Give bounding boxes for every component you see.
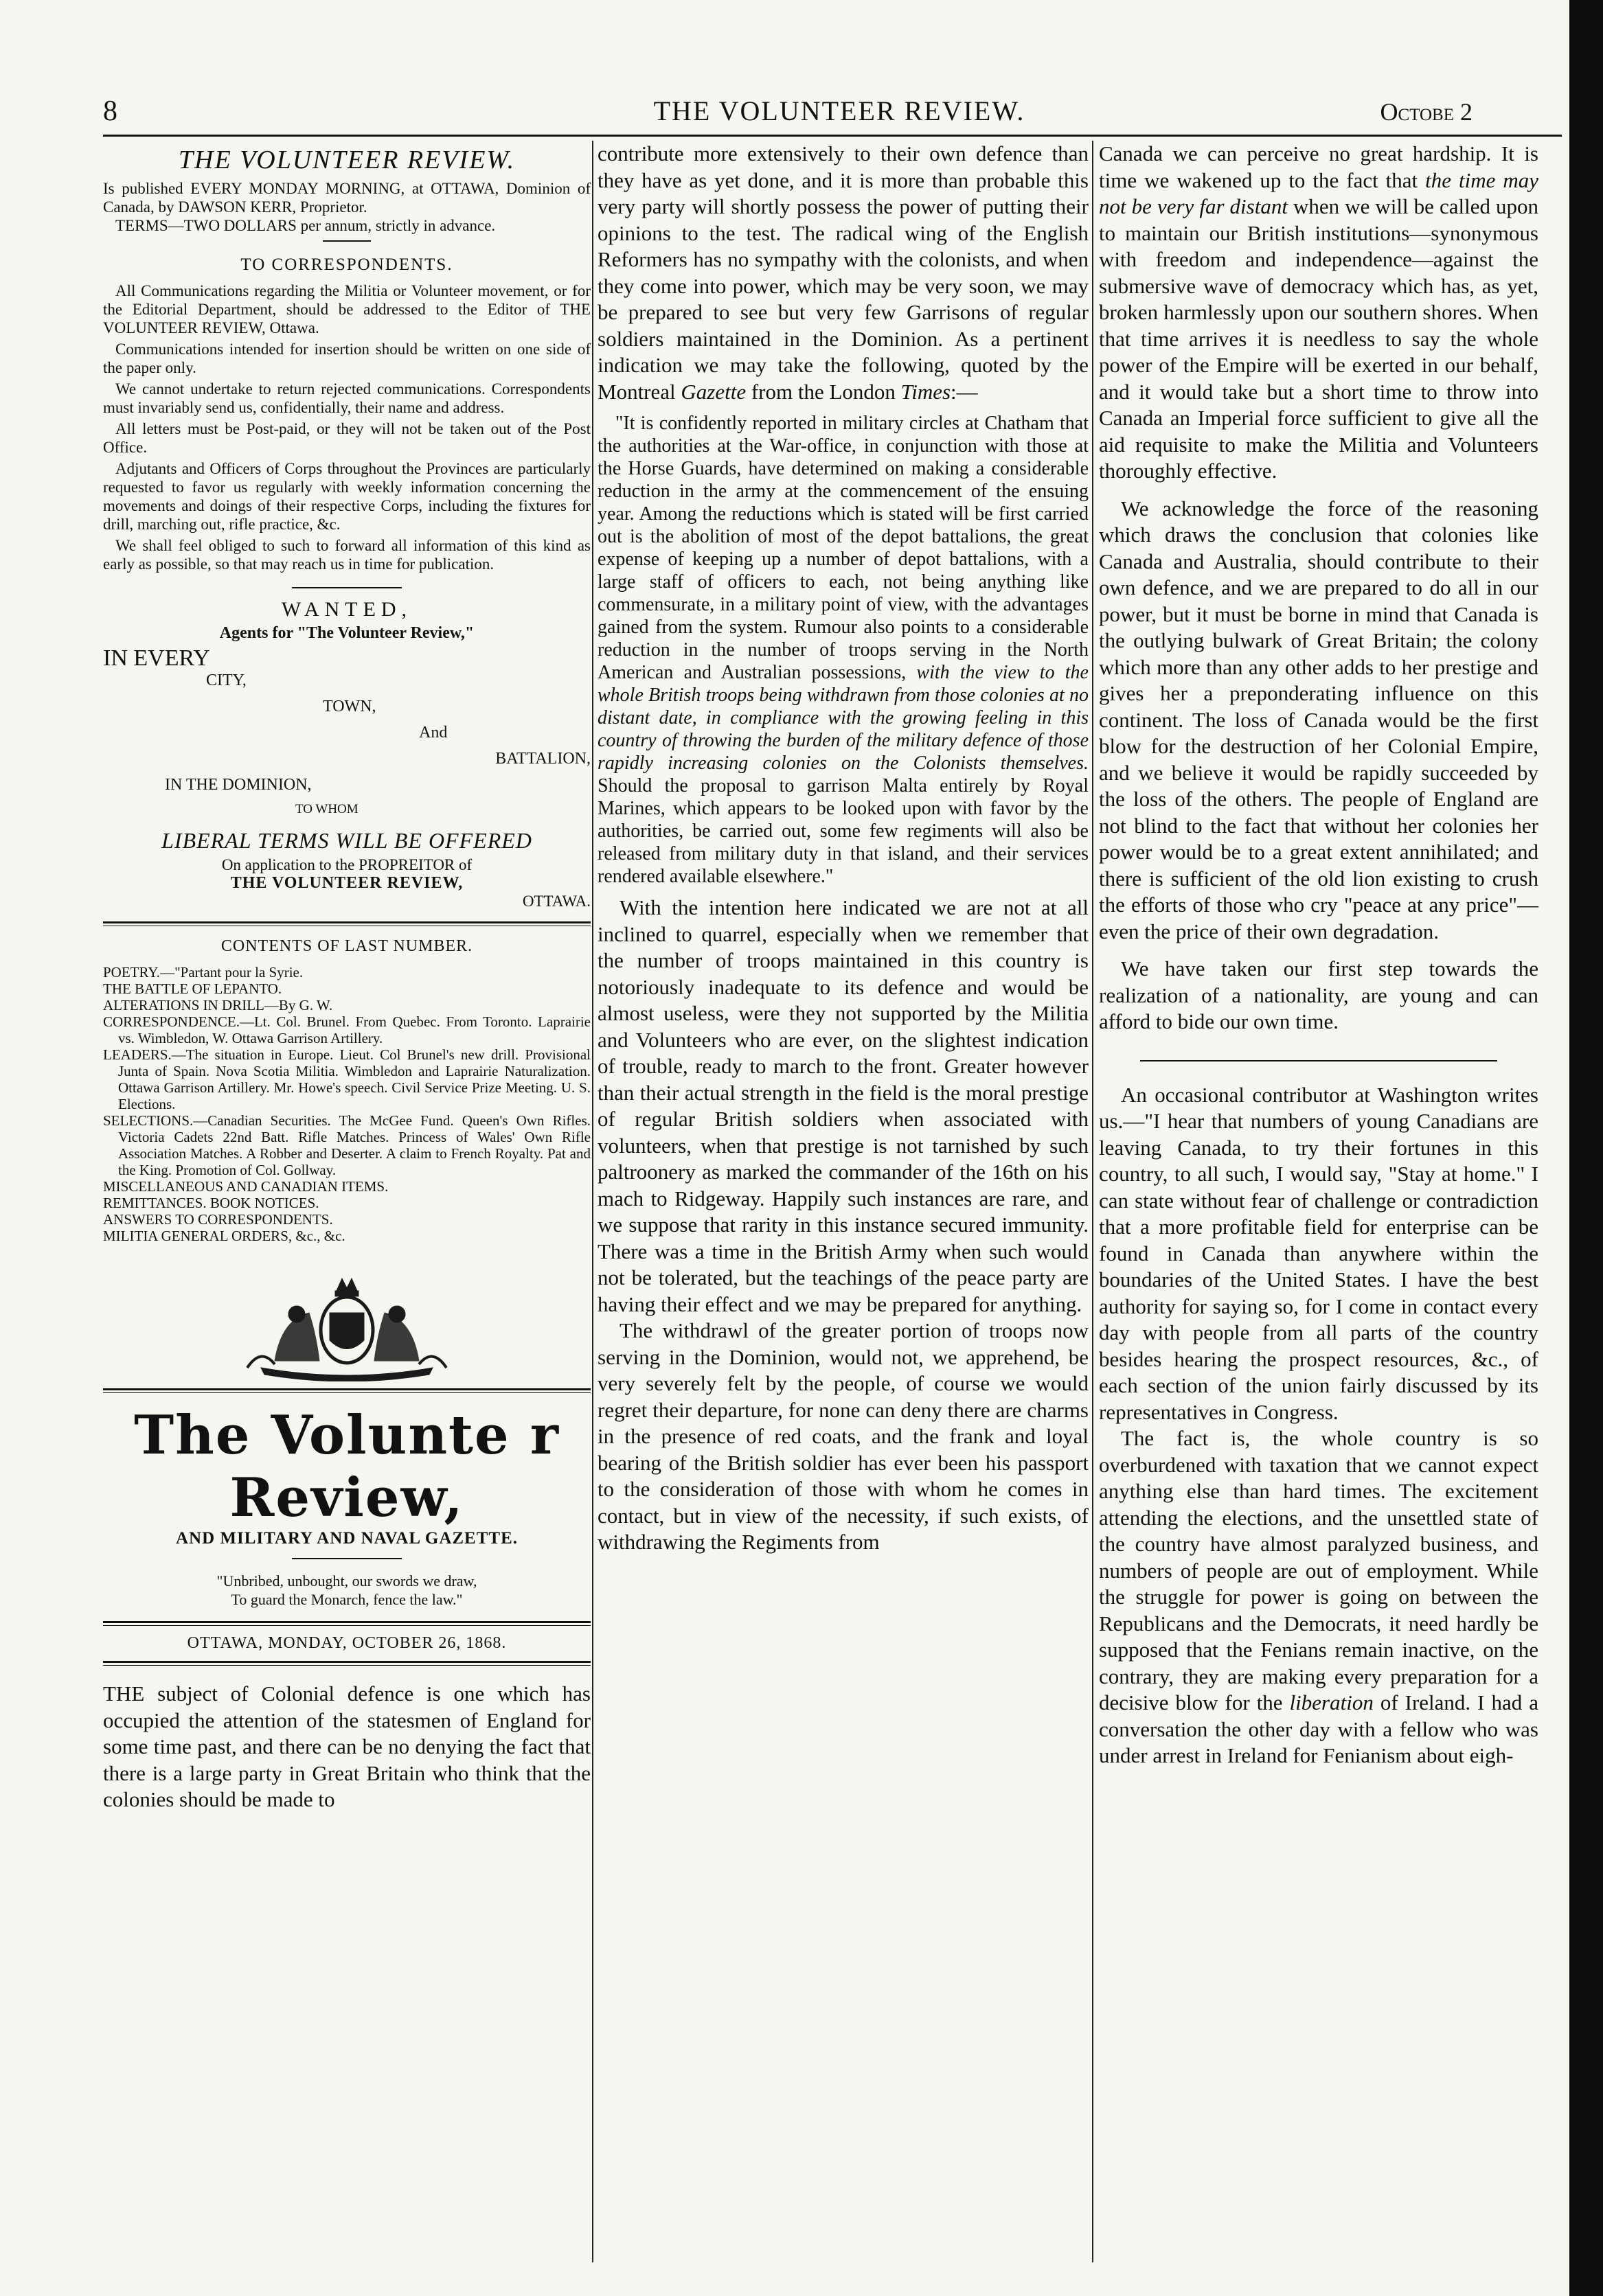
page-number: 8 — [103, 95, 117, 127]
wanted-line — [103, 776, 591, 802]
wanted-line — [103, 750, 591, 776]
column-3 — [1099, 141, 1538, 1769]
contents-list — [103, 964, 591, 1244]
column-divider-1 — [592, 141, 593, 2262]
wanted-line — [103, 724, 591, 750]
issue-dateline: OTTAWA, MONDAY, OCTOBER 26, 1868. — [187, 1634, 507, 1652]
contents-heading: CONTENTS OF LAST NUMBER. — [220, 937, 473, 955]
motto-line: To guard the Monarch, fence the law." — [231, 1591, 463, 1608]
page-header — [103, 95, 1576, 136]
wanted-line — [103, 698, 591, 724]
contents-item: MISCELLANEOUS AND CANADIAN ITEMS. — [103, 1178, 389, 1195]
wanted-line — [103, 802, 591, 824]
contents-item: POETRY.—"Partant pour la Syrie. — [103, 964, 304, 980]
gazette-subtitle: AND MILITARY AND NAVAL GAZETTE. — [175, 1529, 519, 1548]
city: CITY, — [206, 671, 247, 689]
editorial-paragraph: The withdrawl of the greater portion of troops now serving in the Dominion, would not, we apprehend, be very severely felt by the people, of course we would regret their departure, for none can deny there are charms in the presence of red coats, and the frank and loyal bearing of the British soldier has ever been his passport to the consideration of those with whom he comes in contact, but in view of the necessity, if such exists, of withdrawing the Regiments from — [598, 1318, 1089, 1554]
to-whom: TO WHOM — [295, 802, 359, 816]
liberal-terms: LIBERAL TERMS WILL BE OFFERED — [161, 828, 532, 853]
letter-paragraph: The fact is, the whole country is so overburdened with taxation that we cannot expect anything else than hard times. The excitement attending the elections, and the unsettled state of the country have almost paralyzed business, and numbers of people are out of employment. While the struggle for power is going on between the Republicans and the Democrats, it need hardly be supposed that the Fenians remain inactive, on the contrary, they are making every preparation for a decisive blow for the liberation of Ireland. I had a conversation the other day with a fellow who was under arrest in Ireland for Fenianism about eigh- — [1099, 1426, 1538, 1767]
editorial-paragraph: We have taken our first step towards the realization of a nationality, are young and can afford to bide our own time. — [1099, 956, 1538, 1033]
running-title: THE VOLUNTEER REVIEW. — [653, 95, 1025, 126]
motto-line: "Unbribed, unbought, our swords we draw, — [216, 1572, 477, 1589]
section-rule — [1140, 1060, 1497, 1061]
scan-edge-shadow — [1569, 0, 1603, 2296]
editorial-body — [598, 895, 1089, 1556]
times-quotation — [598, 412, 1089, 888]
terms: TERMS—TWO DOLLARS per annum, strictly in advance. — [115, 217, 496, 234]
editorial-paragraph: contribute more extensively to their own defence than they have as yet done, and it is more than probable this very party will shortly possess the power of putting their opinions to the test. The radical wing of the English Reformers has no sympathy with the colonists, and when they come into power, which may be very soon, we may be prepared to see but very few Garrisons of regular soldiers maintained in the Dominion. As a pertinent indication we may take the following, quoted by the Montreal Gazette from the London Times:— — [598, 141, 1089, 404]
editorial-body — [598, 141, 1089, 405]
column-2 — [598, 141, 1089, 1556]
agents-line: Agents for "The Volunteer Review," — [219, 624, 475, 642]
editorial-paragraph: THE subject of Colonial defence is one which has occupied the attention of the statesmen of England for some time past, and there can be no denying the fact that there is a large party in Great Britain who think that the colonies should be made to — [103, 1681, 591, 1811]
correspondents-notes — [103, 282, 591, 573]
corr-note: Adjutants and Officers of Corps throughout the Provinces are particularly requested to favor us regularly with weekly information concerning the movements and doings of their respective Corps, including the fixtures for drill, marching out, rifle practice, &c. — [103, 460, 591, 533]
corr-note: All Communications regarding the Militia or Volunteer movement, or for the Editorial Department, should be addressed to the Editor of THE VOLUNTEER REVIEW, Ottawa. — [103, 282, 591, 336]
double-rule — [103, 1621, 591, 1626]
contents-item: ANSWERS TO CORRESPONDENTS. — [103, 1211, 333, 1228]
contents-item: MILITIA GENERAL ORDERS, &c., &c. — [103, 1228, 345, 1244]
editorial-paragraph: With the intention here indicated we are not at all inclined to quarrel, especially when we remember that the number of troops maintained in this country is notoriously inadequate to its defence and would be almost useless, were they not supported by the Militia and Volunteers who are ever, on the slightest indication of trouble, ready to march to the front. Greater however than their actual strength in the field is the moral prestige of regular British soldiers when associated with volunteers, when that prestige is not tarnished by such paltroonery as marked the commander of the 16th on his mach to Ridgeway. Happily such instances are rare, and we suppose that rarity in this instance secured immunity. There was a time in the British Army when such would not be tolerated, but the teachings of the peace party are having their effect and we may be prepared for anything. — [598, 895, 1089, 1316]
corr-note: All letters must be Post-paid, or they will not be taken out of the Post Office. — [103, 420, 591, 456]
letter-paragraph: An occasional contributor at Washington writes us.—"I hear that numbers of young Canadians are leaving Canada, to try their fortunes in this country, to all such, I would say, "Stay at home." I can state without fear of challenge or contradiction that a more profitable field for enterprise can be found in Canada than anywhere within the boundaries of the United States. I have the best authority for saying so, for I come in contact every day with people from all parts of the country besides hearing the prospect resources, &c., of each section of the union fairly discussed by its representatives in Congress. — [1099, 1082, 1538, 1424]
to-correspondents-heading: TO CORRESPONDENTS. — [240, 255, 453, 274]
contents-item: REMITTANCES. BOOK NOTICES. — [103, 1195, 319, 1211]
ottawa-sig: OTTAWA. — [522, 893, 591, 910]
on-application: On application to the PROPREITOR of — [221, 856, 473, 873]
double-rule — [103, 1661, 591, 1666]
motto — [103, 1572, 591, 1609]
editorial-body — [1099, 141, 1538, 1035]
publisher-info: Is published EVERY MONDAY MORNING, at OTTAWA, Dominion of Canada, by DAWSON KERR, Proprietor. — [103, 180, 591, 216]
quote-paragraph: "It is confidently reported in military circles at Chatham that the authorities at the War-office, in conjunction with those at the Horse Guards, have determined on making a considerable reduction in the army at the commencement of the ensuing year. Among the reductions which is stated will be first carried out is the abolition of most of the depot battalions, the great expense of keeping up a number of depot battalions, with a large staff of officers to each, not being anything like commensurate, in a military point of view, with the advantages gained from the system. Rumour also points to a considerable reduction in the number of troops serving in the North American and Australian possessions, with the view to the whole British troops being withdrawn from those colonies at no distant date, in compliance with the growing feeling in this country of throwing the burden of the military defence of those rapidly increasing colonies on the Colonists themselves. Should the proposal to garrison Malta entirely by Royal Marines, which appears to be looked upon with favor by the authorities, be carried out, some few regiments will also be released from military duty in that island, and their services rendered available elsewhere." — [598, 413, 1089, 887]
in-every: IN EVERY — [103, 645, 210, 671]
in-dominion: IN THE DOMINION, — [165, 776, 312, 794]
paper-title: THE VOLUNTEER REVIEW. — [178, 146, 516, 174]
wanted-line — [103, 645, 591, 671]
running-date: Octobe 2 — [1380, 98, 1473, 126]
contents-item: LEADERS.—The situation in Europe. Lieut. Col Brunel's new drill. Provisional Junta of Spain. Nova Scotia Militia. Wimbledon and Laprairie Naturalization. Ottawa Garrison Artillery. Mr. Howe's speech. Civil Service Prize Meeting. U. S. Elections. — [103, 1046, 591, 1112]
column-1 — [103, 141, 591, 1813]
header-rule — [103, 135, 1562, 137]
contents-item: CORRESPONDENCE.—Lt. Col. Brunel. From Quebec. From Toronto. Laprairie vs. Wimbledon, W. Ottawa Garrison Artillery. — [103, 1013, 591, 1046]
editorial-lead — [103, 1681, 591, 1813]
editorial-paragraph: Canada we can perceive no great hardship. It is time we wakened up to the fact that the time may not be very far distant when we will be called upon to maintain our British institutions—synonymous with freedom and independence—against the submersive wave of democracy which has, as yet, broken harmlessly upon our southern shores. When that time arrives it is needless to say the whole power of the Empire will be exerted in our behalf, and it would take but a short time to throw into Canada an Imperial force sufficient to give all the aid requisite to make the Militia and Volunteers thoroughly effective. — [1099, 141, 1539, 483]
corr-note: Communications intended for insertion should be written on one side of the paper only. — [103, 341, 591, 376]
double-rule — [103, 1388, 591, 1393]
correspondent-letter — [1099, 1082, 1538, 1769]
contents-item: SELECTIONS.—Canadian Securities. The McGee Fund. Queen's Own Rifles. Victoria Cadets 22nd Batt. Rifle Matches. Princess of Wales' Own Rifle Association Matches. A Robber and Deserter. A claim to French Royalty. Pat and the King. Promotion of Col. Gollway. — [103, 1112, 591, 1178]
royal-crest-icon — [234, 1265, 460, 1381]
masthead: The Volunte r Review, — [134, 1404, 560, 1529]
town: TOWN, — [323, 698, 376, 715]
contents-item: THE BATTLE OF LEPANTO. — [103, 980, 282, 997]
section-rule — [292, 587, 402, 588]
battalion: BATTALION, — [495, 750, 591, 768]
double-rule — [103, 921, 591, 926]
column-divider-2 — [1092, 141, 1093, 2262]
wanted-line — [103, 671, 591, 698]
proprietor-paper: THE VOLUNTEER REVIEW, — [230, 874, 464, 892]
section-rule — [292, 1558, 402, 1559]
contents-item: ALTERATIONS IN DRILL—By G. W. — [103, 997, 333, 1013]
short-rule — [323, 240, 371, 242]
wanted-heading: WANTED, — [281, 598, 413, 621]
and-word: And — [419, 724, 448, 742]
corr-note: We shall feel obliged to such to forward all information of this kind as early as possible, so that may reach us in time for publication. — [103, 537, 591, 573]
corr-note: We cannot undertake to return rejected communications. Correspondents must invariably send us, confidentially, their name and address. — [103, 380, 591, 416]
editorial-paragraph: We acknowledge the force of the reasoning which draws the conclusion that colonies like Canada and Australia, should contribute to their own defence, and we are prepared to do all in our power, but it must be borne in mind that Canada is the outlying bulwark of Great Britain; the colony which more than any other adds to her prestige and gives her a preponderating influence on this continent. The loss of Canada would be the first blow for the destruction of her Colonial Empire, and we believe it would be rapidly succeeded by the loss of the others. The people of England are not blind to the fact that without her colonies her power would be to a great extent annihilated; and there is sufficient of the old lion existing to crush the efforts of those who cry "peace at any price"—even the price of their own degradation. — [1099, 496, 1538, 943]
